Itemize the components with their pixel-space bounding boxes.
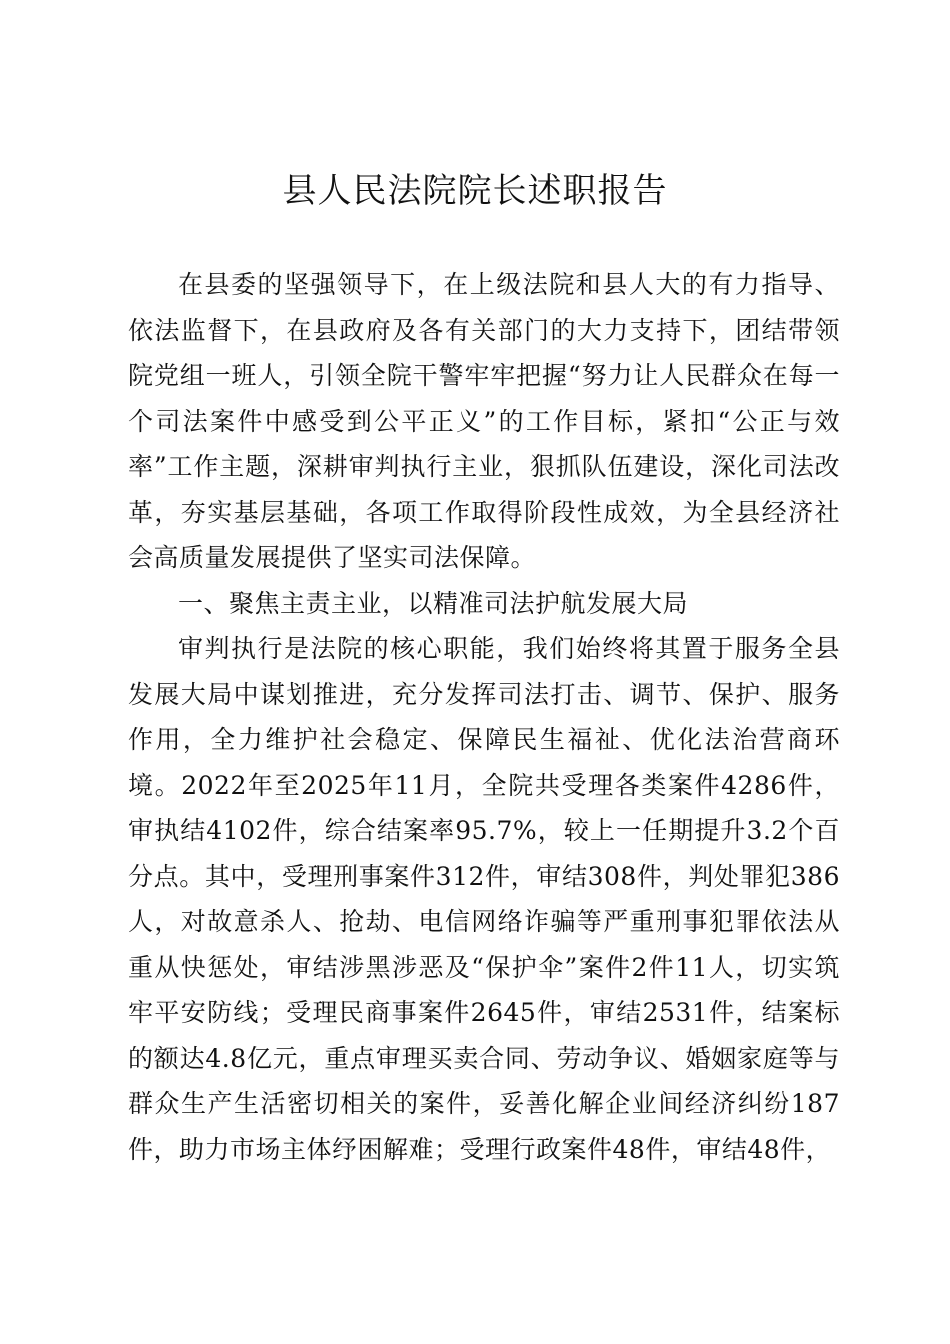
- intro-paragraph: 在县委的坚强领导下，在上级法院和县人大的有力指导、依法监督下，在县政府及各有关部门的大力支持下，团结带领院党组一班人，引领全院干警牢牢把握“努力让人民群众在每一个司法案件中感受到公平正义”的工作目标，紧扣“公正与效率”工作主题，深耕审判执行主业，狠抓队伍建设，深化司法改革，夯实基层基础，各项工作取得阶段性成效，为全县经济社会高质量发展提供了坚实司法保障。: [128, 270, 840, 572]
- document-body: [128, 262, 840, 1172]
- page-title: 县人民法院院长述职报告: [282, 171, 668, 211]
- section-1-paragraph: 审判执行是法院的核心职能，我们始终将其置于服务全县发展大局中谋划推进，充分发挥司法打击、调节、保护、服务作用，全力维护社会稳定、保障民生福祉、优化法治营商环境。2022年至2025年11月，全院共受理各类案件4286件，审执结4102件，综合结案率95.7%，较上一任期提升3.2个百分点。其中，受理刑事案件312件，审结308件，判处罪犯386人，对故意杀人、抢劫、电信网络诈骗等严重刑事犯罪依法从重从快惩处，审结涉黑涉恶及“保护伞”案件2件11人，切实筑牢平安防线；受理民商事案件2645件，审结2531件，结案标的额达4.8亿元，重点审理买卖合同、劳动争议、婚姻家庭等与群众生产生活密切相关的案件，妥善化解企业间经济纠纷187件，助力市场主体纾困解难；受理行政案件48件，审结48件，: [128, 634, 840, 1164]
- section-1-heading: 一、聚焦主责主业，以精准司法护航发展大局: [178, 588, 689, 618]
